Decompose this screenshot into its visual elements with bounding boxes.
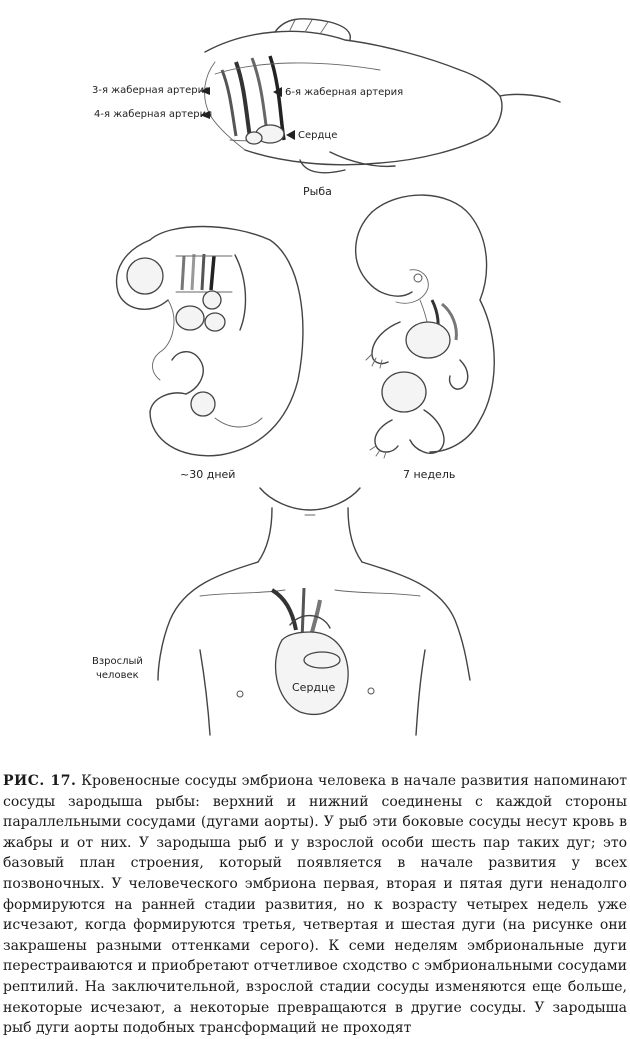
figure-number: РИС. 17. [3, 773, 77, 789]
embryo-30-days-drawing [117, 227, 303, 456]
fish-title: Рыба [303, 185, 332, 198]
embryo-7-weeks-drawing [356, 195, 495, 458]
fish-label-artery3: 3-я жаберная артерия [92, 85, 211, 96]
fish-label-artery4: 4-я жаберная артерия [94, 109, 213, 120]
fish-label-heart: Сердце [298, 130, 338, 141]
embryo-7-weeks-title: 7 недель [403, 468, 456, 481]
adult-title-line2: человек [96, 670, 139, 681]
caption-text: Кровеносные сосуды эмбриона человека в начале развития напоминают сосуды зародыша рыбы: верхний и нижний соединены с каждой стороны параллельными сосудами (дугами аорты). У рыб эти боковые сосуды несут кровь в жабры и от них. У зародыша рыб и у взрослой особи шесть пар таких дуг; это базовый план строения, который появляется в начале развития у всех позвоночных. У человеческого эмбриона первая, вторая и пятая дуги ненадолго формируются на ранней стадии развития, но к возрасту четырех недель уже исчезают, когда формируются третья, четвертая и шестая дуги (на рисунке они закрашены разными оттенками серого). К семи неделям эмбриональные дуги перестраиваются и приобретают отчетливое сходство с эмбриональными сосудами рептилий. На заключительной, взрослой стадии сосуды изменяются еще больше, некоторые исчезают, а некоторые превращаются в другие сосуды. У зародыша рыб дуги аорты подобных трансформаций не проходят [3, 773, 627, 1037]
fish-label-artery6: 6-я жаберная артерия [285, 87, 404, 98]
embryo-30-days-title: ~30 дней [180, 468, 236, 481]
figure-caption [3, 771, 627, 1039]
adult-human-drawing [158, 488, 470, 735]
adult-title-line1: Взрослый [92, 656, 143, 667]
adult-label-heart: Сердце [292, 681, 336, 694]
